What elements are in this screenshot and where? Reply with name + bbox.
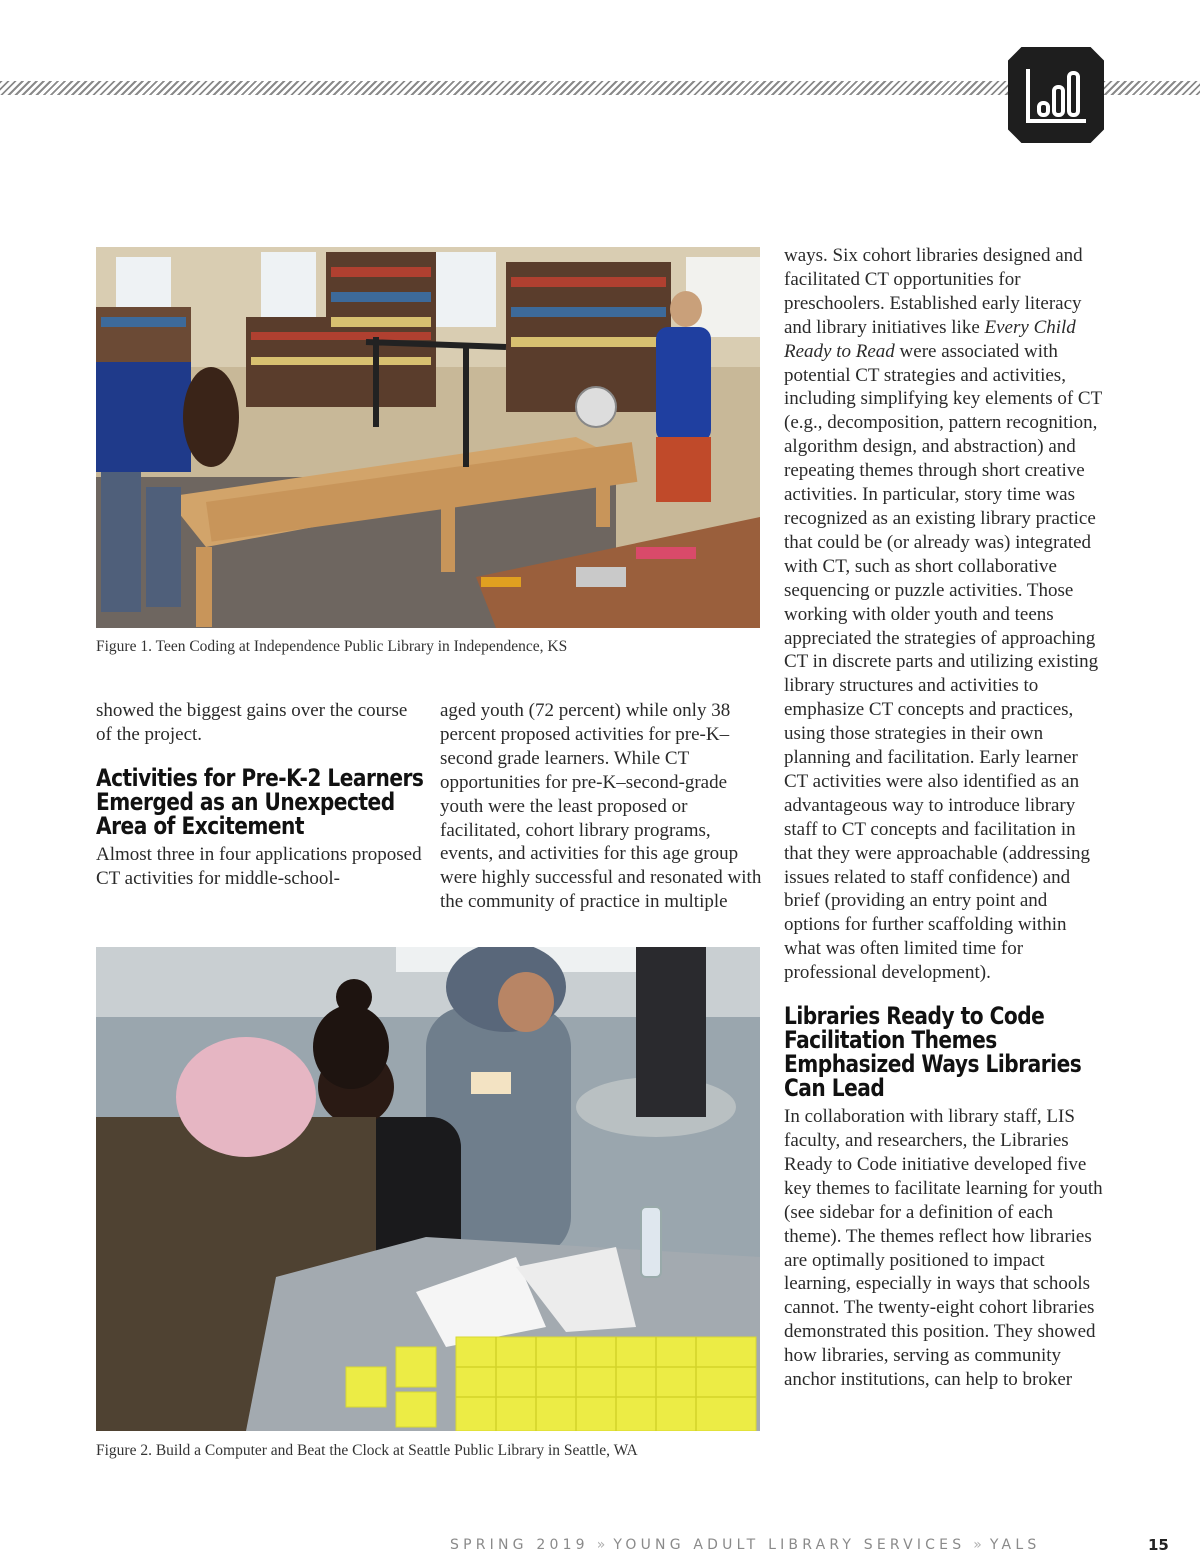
figure-1-photo (96, 247, 760, 628)
bar-chart-icon (1008, 47, 1104, 143)
column-1 (96, 699, 426, 891)
column-3 (784, 244, 1106, 1392)
footer-separator: » (596, 1537, 606, 1553)
program-title-every-child-ready-to-read: Every Child Ready to Read (784, 316, 1076, 362)
section-logo (1008, 47, 1104, 143)
column-2-paragraph: aged youth (72 percent) while only 38 percent proposed activities for pre-K–second grade learners. While CT opportunities for pre-K–second-grade youth were the least proposed or facilitated, cohort library programs, events, and activities for this age group were highly successful and resonated with the community of practice in multiple (440, 700, 762, 913)
column-1-paragraph: showed the biggest gains over the course of the project. (96, 700, 408, 745)
figure-2-caption: Figure 2. Build a Computer and Beat the Clock at Seattle Public Library in Seattle, WA (96, 1442, 638, 1459)
footer-season: SPRING 2019 (450, 1537, 589, 1553)
column-3-paragraph-part-2: were associated with potential CT strategies and activities, including simplifying key elements of CT (e.g., decomposition, pattern recognition, algorithm design, and abstraction) and repeating themes through short creative activities. In particular, story time was recognized as an existing library practice that could be (or already was) integrated with CT, such as short collaborative sequencing or puzzle activities. Those working with older youth and teens appreciated the strategies of approaching CT in discrete parts and utilizing existing library structures and activities to emphasize CT concepts and practices, using those strategies in their own planning and facilitation. Early learner CT activities were also identified as an advantageous way to introduce library staff to CT concepts and facilitation in that they were approachable (addressing issues related to staff confidence) and brief (providing an entry point and options for further scaffolding within what was often limited time for professional development). (784, 340, 1102, 984)
column-3-paragraph-2: In collaboration with library staff, LIS faculty, and researchers, the Libraries Ready to Code initiative developed five key themes to facilitate learning for youth (see sidebar for a definition of each theme). The themes reflect how libraries are optimally positioned to impact learning, especially in ways that schools cannot. The twenty-eight cohort libraries demonstrated this position. They showed how libraries, serving as community anchor institutions, can help to broker (784, 1106, 1103, 1391)
column-1-paragraph-2: Almost three in four applications proposed CT activities for middle-school- (96, 843, 422, 889)
column-3-paragraph-part-1: ways. Six cohort libraries designed and facilitated CT opportunities for preschoolers. Established early literacy and library initiatives like (784, 245, 1083, 338)
figure-2-photo (96, 947, 760, 1431)
page-footer (450, 1537, 1040, 1553)
page-number: 15 (1148, 1536, 1169, 1554)
footer-separator: » (973, 1537, 982, 1553)
figure-1-caption: Figure 1. Teen Coding at Independence Public Library in Independence, KS (96, 638, 568, 655)
section-heading-activities: Activities for Pre-K-2 Learners Emerged as an Unexpected Area of Excitement (96, 763, 424, 840)
column-3-paragraph (784, 244, 1106, 985)
footer-publication: YOUNG ADULT LIBRARY SERVICES (613, 1537, 966, 1553)
section-heading-facilitation-themes: Libraries Ready to Code Facilitation Themes Emphasized Ways Libraries Can Lead (784, 1002, 1082, 1103)
column-2 (440, 699, 762, 914)
footer-abbrev: YALS (989, 1537, 1041, 1553)
